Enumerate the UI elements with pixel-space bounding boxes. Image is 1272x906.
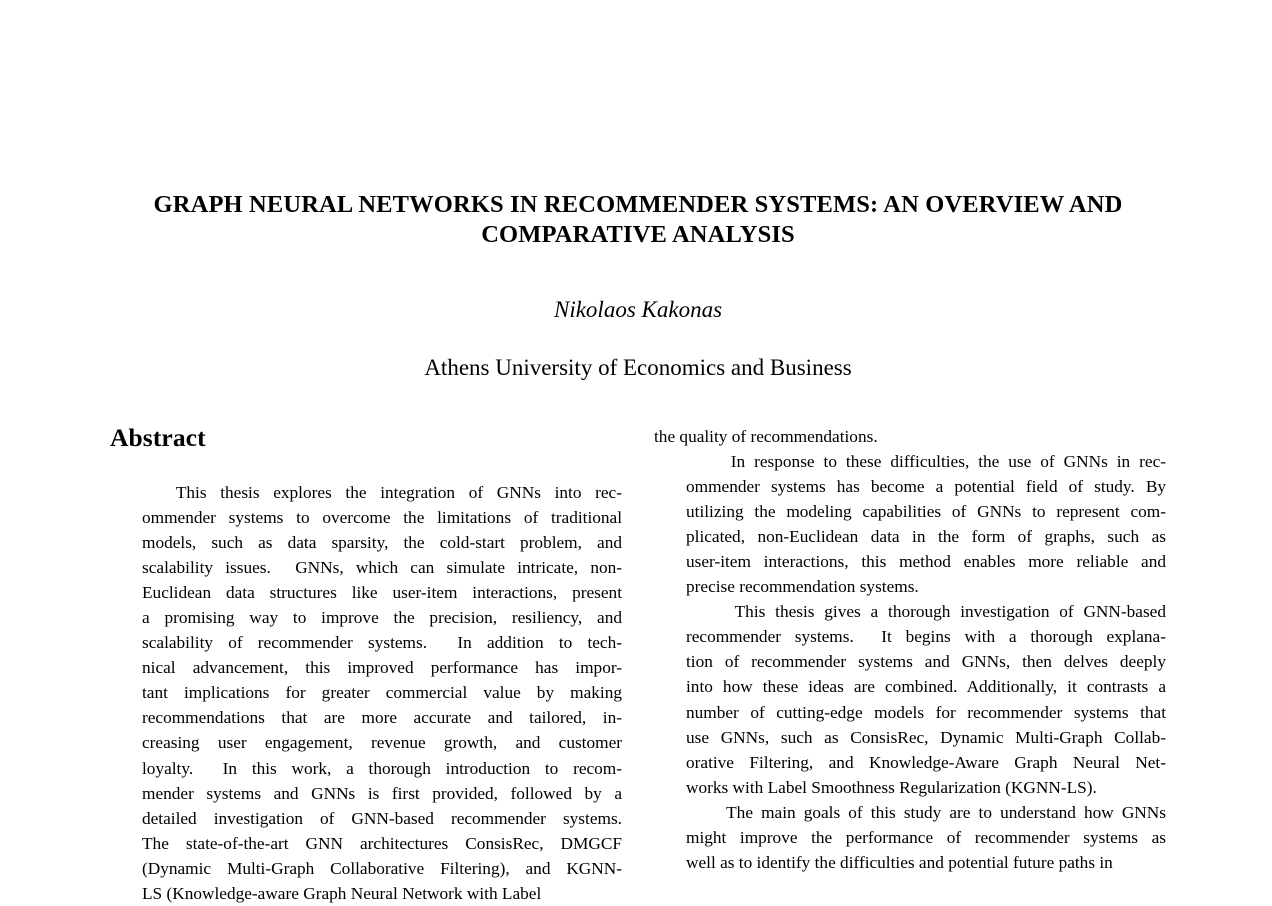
text-line: a promising way to improve the precision, resiliency, and — [142, 608, 622, 628]
paper-header — [110, 190, 1166, 382]
body-columns — [110, 423, 1166, 903]
text-line: user-item interactions, this method enables more reliable and — [686, 552, 1166, 572]
text-line: loyalty. In this work, a thorough introduction to recom- — [142, 758, 622, 778]
abstract-body-left — [110, 454, 622, 906]
text-line: This thesis gives a thorough investigation of GNN-based — [686, 602, 1166, 622]
text-line: into how these ideas are combined. Additionally, it contrasts a — [686, 677, 1166, 697]
text-line: recommender systems. It begins with a thorough explana- — [686, 627, 1166, 647]
text-line: well as to identify the difficulties and potential future paths in — [686, 852, 1113, 872]
text-line: number of cutting-edge models for recommender systems that — [686, 702, 1166, 722]
abstract-heading: Abstract — [110, 423, 206, 452]
text-line: works with Label Smoothness Regularization (KGNN-LS). — [686, 777, 1097, 797]
text-line: utilizing the modeling capabilities of GNNs to represent com- — [686, 502, 1166, 522]
title-line-1: GRAPH NEURAL NETWORKS IN RECOMMENDER SYSTEMS: AN OVERVIEW AND — [153, 191, 1123, 218]
text-line: precise recommendation systems. — [686, 577, 919, 597]
text-line: tion of recommender systems and GNNs, then delves deeply — [686, 652, 1166, 672]
text-line: tant implications for greater commercial value by making — [142, 683, 622, 703]
page-title — [110, 190, 1166, 250]
text-line: orative Filtering, and Knowledge-Aware Graph Neural Net- — [686, 752, 1166, 772]
text-line: the quality of recommendations. — [654, 427, 878, 446]
text-line: mender systems and GNNs is first provided, followed by a — [142, 783, 622, 803]
column-right — [654, 424, 1166, 894]
text-line: Euclidean data structures like user-item interactions, present — [142, 583, 622, 603]
text-line: scalability issues. GNNs, which can simulate intricate, non- — [142, 558, 622, 578]
author-name: Nikolaos Kakonas — [553, 297, 723, 322]
text-line: LS (Knowledge-aware Graph Neural Network with Label — [142, 883, 542, 903]
text-line: might improve the performance of recommender systems as — [686, 827, 1166, 847]
paragraph-right-4 — [654, 800, 1166, 875]
column-left — [110, 423, 622, 903]
text-line: The state-of-the-art GNN architectures ConsisRec, DMGCF — [142, 833, 622, 853]
text-line: The main goals of this study are to understand how GNNs — [686, 802, 1166, 822]
text-line: use GNNs, such as ConsisRec, Dynamic Multi-Graph Collab- — [686, 727, 1166, 747]
text-line: detailed investigation of GNN-based recommender systems. — [142, 808, 622, 828]
text-line: ommender systems has become a potential field of study. By — [686, 477, 1166, 497]
text-line: This thesis explores the integration of GNNs into rec- — [142, 483, 622, 502]
text-line: recommendations that are more accurate and tailored, in- — [142, 708, 622, 728]
text-line: creasing user engagement, revenue growth, and customer — [142, 733, 622, 753]
paragraph-right-1 — [654, 424, 1166, 449]
text-line: ommender systems to overcome the limitations of traditional — [142, 508, 622, 528]
paragraph-abstract-left — [110, 480, 622, 906]
text-line: scalability of recommender systems. In addition to tech- — [142, 633, 622, 653]
author-affiliation: Athens University of Economics and Business — [424, 355, 852, 380]
text-line: (Dynamic Multi-Graph Collaborative Filtering), and KGNN- — [142, 858, 622, 878]
paragraph-right-2 — [654, 449, 1166, 599]
text-line: plicated, non-Euclidean data in the form of graphs, such as — [686, 527, 1166, 547]
title-line-2: COMPARATIVE ANALYSIS — [481, 221, 795, 248]
text-line: models, such as data sparsity, the cold-start problem, and — [142, 533, 622, 553]
paragraph-right-3 — [654, 599, 1166, 799]
text-line: In response to these difficulties, the use of GNNs in rec- — [686, 452, 1166, 472]
text-line: nical advancement, this improved performance has impor- — [142, 658, 622, 678]
